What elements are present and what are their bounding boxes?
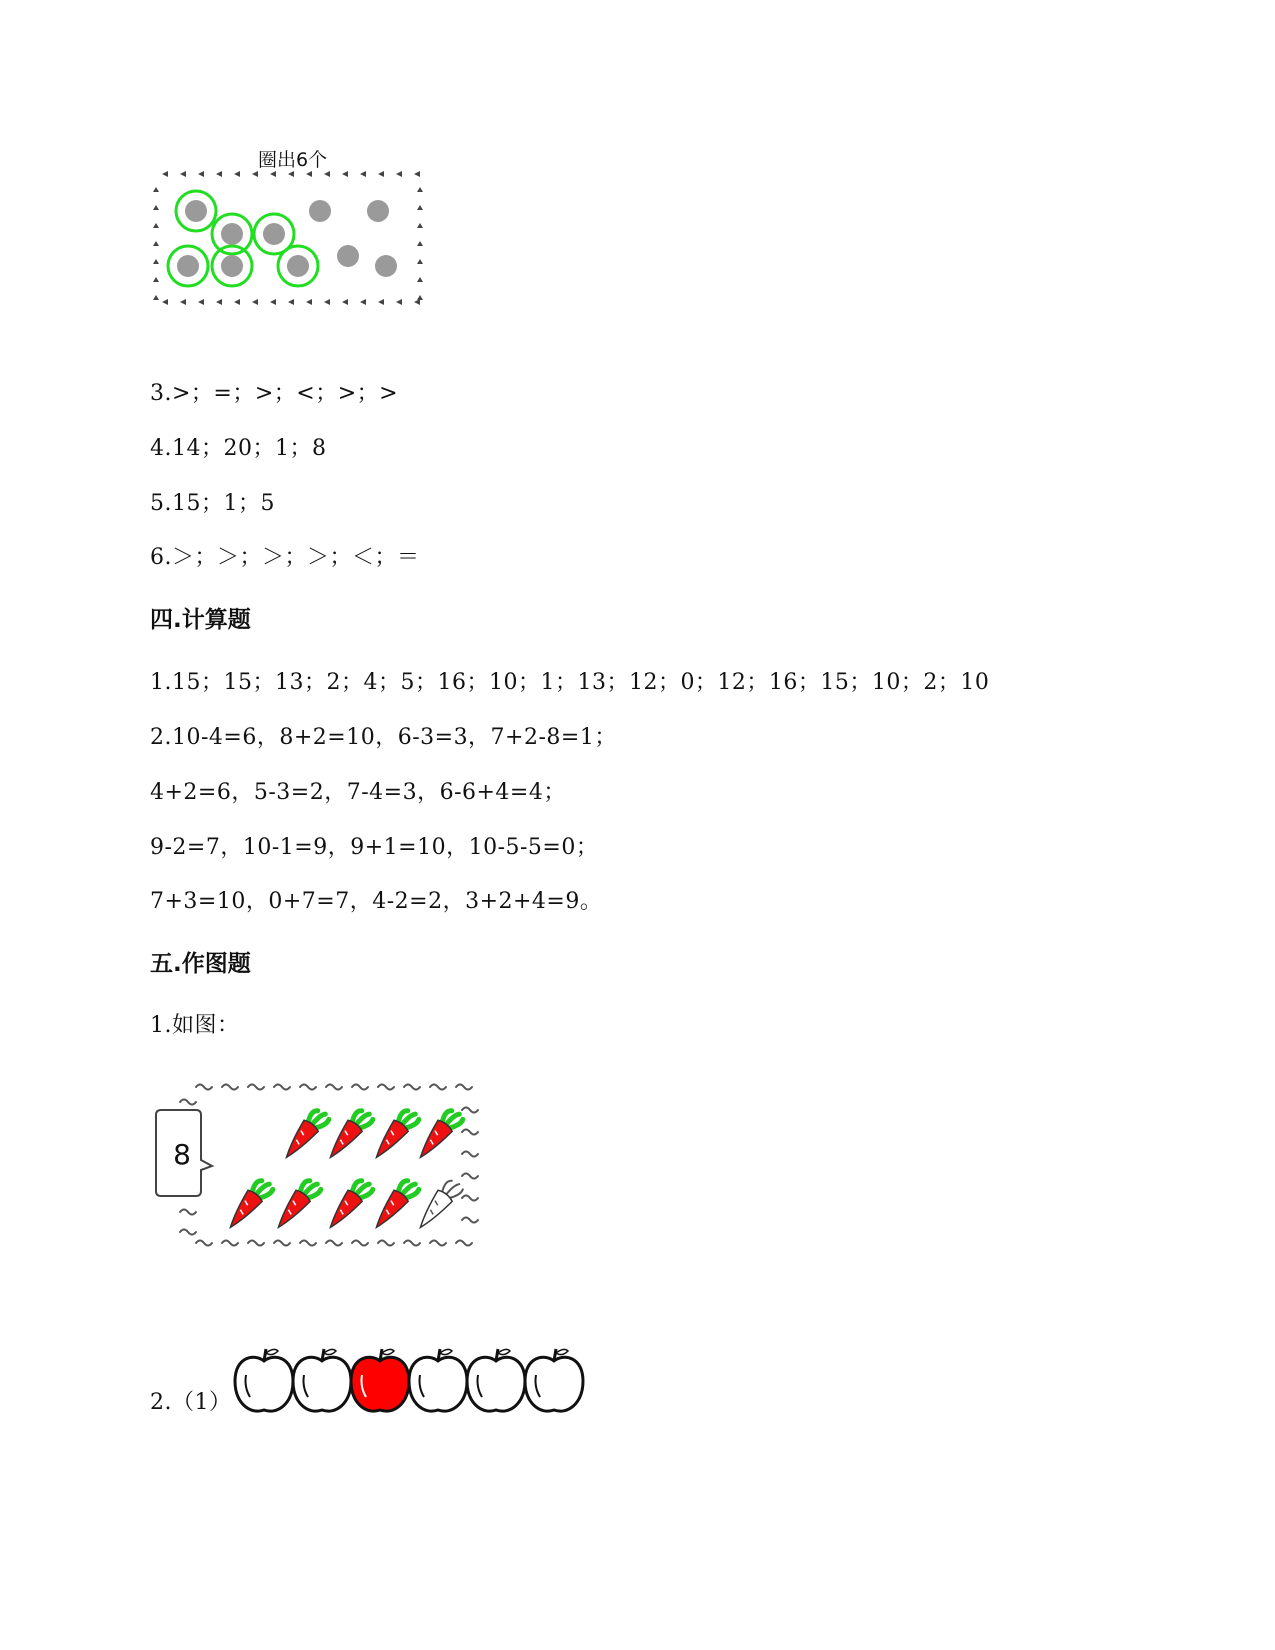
border-squiggle	[378, 1241, 394, 1246]
carrot-body	[369, 1189, 409, 1233]
border-squiggle	[300, 1241, 316, 1246]
border-marker	[153, 187, 159, 192]
border-squiggle	[326, 1241, 342, 1246]
border-squiggle	[352, 1241, 368, 1246]
border-marker	[198, 171, 204, 177]
apple-icon	[409, 1349, 467, 1411]
carrot-icon	[413, 1176, 464, 1234]
carrot-body	[413, 1119, 453, 1163]
carrot-figure	[150, 1070, 490, 1270]
border-marker	[252, 171, 258, 177]
border-marker	[162, 299, 168, 305]
border-squiggle	[248, 1241, 264, 1246]
dot	[337, 245, 359, 267]
border-squiggle	[274, 1241, 290, 1246]
carrot-icon	[323, 1176, 374, 1234]
border-squiggle	[180, 1210, 196, 1215]
border-marker	[417, 259, 423, 264]
border-marker	[162, 171, 168, 177]
border-marker	[180, 171, 186, 177]
apple-body	[525, 1357, 583, 1411]
border-marker	[234, 171, 240, 177]
carrot-body	[271, 1189, 311, 1233]
border-marker	[306, 299, 312, 305]
border-squiggle	[180, 1100, 196, 1105]
border-squiggle	[352, 1085, 368, 1090]
border-squiggle	[462, 1152, 478, 1157]
border-squiggle	[404, 1241, 420, 1246]
drawing-item-2-label: 2.（1）	[150, 1390, 232, 1415]
border-squiggle	[462, 1218, 478, 1223]
apple-stem	[380, 1349, 382, 1361]
apple-leaf	[382, 1349, 394, 1354]
apple-body	[351, 1357, 409, 1411]
border-squiggle	[462, 1174, 478, 1179]
border-marker	[288, 299, 294, 305]
border-squiggle	[196, 1241, 212, 1246]
apple-leaf	[498, 1349, 510, 1354]
circle-six-figure	[150, 145, 440, 320]
border-marker	[216, 299, 222, 305]
dot	[309, 200, 331, 222]
speech-bubble-number: 8	[173, 1138, 191, 1171]
apple-stem	[496, 1349, 498, 1361]
border-marker	[378, 171, 384, 177]
apple-icon	[525, 1349, 583, 1411]
answer-line-4: 4.14；20；1；8	[150, 436, 327, 461]
dots-diagram	[150, 145, 440, 320]
carrot-body	[223, 1189, 263, 1233]
apple-icon	[351, 1349, 409, 1411]
border-marker	[324, 299, 330, 305]
border-squiggle	[196, 1085, 212, 1090]
carrot-icon	[413, 1106, 464, 1164]
border-squiggle	[248, 1085, 264, 1090]
border-marker	[417, 187, 423, 192]
border-marker	[396, 299, 402, 305]
apple-leaf	[324, 1349, 336, 1354]
border-marker	[378, 299, 384, 305]
calc-line-3: 4+2=6，5-3=2，7-4=3，6-6+4=4；	[150, 780, 566, 805]
carrot-body	[323, 1189, 363, 1233]
apple-stem	[438, 1349, 440, 1361]
carrot-icon	[369, 1176, 420, 1234]
border-squiggle	[462, 1130, 478, 1135]
apple-leaf	[266, 1349, 278, 1354]
border-marker	[324, 171, 330, 177]
carrot-diagram	[150, 1070, 490, 1270]
apple-leaf	[556, 1349, 568, 1354]
border-marker	[180, 299, 186, 305]
border-marker	[153, 205, 159, 210]
carrot-body	[323, 1119, 363, 1163]
apple-icon	[467, 1349, 525, 1411]
border-marker	[153, 295, 159, 300]
border-marker	[396, 171, 402, 177]
figure-caption: 圈出6个	[258, 149, 328, 171]
border-marker	[342, 299, 348, 305]
border-marker	[417, 295, 423, 300]
carrot-icon	[323, 1106, 374, 1164]
border-squiggle	[326, 1085, 342, 1090]
apple-icon	[235, 1349, 293, 1411]
border-marker	[306, 171, 312, 177]
border-squiggle	[180, 1230, 196, 1235]
border-marker	[360, 299, 366, 305]
border-marker	[216, 171, 222, 177]
carrot-icon	[279, 1106, 330, 1164]
dot	[221, 255, 243, 277]
calc-line-1: 1.15；15；13；2；4；5；16；10；1；13；12；0；12；16；15；10；2；10	[150, 670, 990, 695]
apple-row	[232, 1335, 602, 1420]
carrot-body	[369, 1119, 409, 1163]
dot	[185, 200, 207, 222]
calc-line-4: 9-2=7，10-1=9，9+1=10，10-5-5=0；	[150, 835, 599, 860]
border-marker	[288, 171, 294, 177]
border-squiggle	[300, 1085, 316, 1090]
answer-line-6: 6.＞；＞；＞；＞；＜；＝	[150, 545, 420, 570]
drawing-item-1-label: 1.如图：	[150, 1013, 240, 1038]
section-five-title: 五.作图题	[150, 951, 251, 977]
border-squiggle	[378, 1085, 394, 1090]
border-marker	[417, 241, 423, 246]
border-marker	[153, 241, 159, 246]
dot	[367, 200, 389, 222]
border-marker	[153, 277, 159, 282]
border-marker	[342, 171, 348, 177]
border-squiggle	[462, 1196, 478, 1201]
answer-line-3: 3.>；=；>；<；>；>	[150, 381, 399, 406]
apple-stem	[554, 1349, 556, 1361]
dot	[263, 223, 285, 245]
section-four-title: 四.计算题	[150, 607, 251, 633]
border-marker	[417, 223, 423, 228]
apple-body	[467, 1357, 525, 1411]
border-squiggle	[222, 1241, 238, 1246]
border-squiggle	[456, 1241, 472, 1246]
apple-stem	[322, 1349, 324, 1361]
border-marker	[414, 171, 420, 177]
apple-leaf	[440, 1349, 452, 1354]
apple-body	[235, 1357, 293, 1411]
border-marker	[270, 171, 276, 177]
dot	[221, 223, 243, 245]
apple-icon	[293, 1349, 351, 1411]
apple-stem	[264, 1349, 266, 1361]
dot	[177, 255, 199, 277]
border-marker	[198, 299, 204, 305]
border-marker	[417, 205, 423, 210]
border-squiggle	[222, 1085, 238, 1090]
calc-line-2: 2.10-4=6，8+2=10，6-3=3，7+2-8=1；	[150, 725, 617, 750]
border-marker	[153, 259, 159, 264]
carrot-icon	[223, 1176, 274, 1234]
apple-body	[409, 1357, 467, 1411]
wavy-border	[180, 1085, 478, 1246]
border-squiggle	[462, 1108, 478, 1113]
apple-body	[293, 1357, 351, 1411]
dot	[287, 255, 309, 277]
border-marker	[270, 299, 276, 305]
border-marker	[417, 277, 423, 282]
carrot-body	[413, 1189, 453, 1233]
border-marker	[234, 299, 240, 305]
carrot-icon	[369, 1106, 420, 1164]
border-squiggle	[456, 1085, 472, 1090]
border-squiggle	[430, 1241, 446, 1246]
border-squiggle	[404, 1085, 420, 1090]
border-marker	[252, 299, 258, 305]
carrot-body	[279, 1119, 319, 1163]
border-marker	[360, 171, 366, 177]
answer-line-5: 5.15；1；5	[150, 491, 275, 516]
carrot-icon	[271, 1176, 322, 1234]
dot	[375, 255, 397, 277]
border-squiggle	[430, 1085, 446, 1090]
calc-line-5: 7+3=10，0+7=7，4-2=2，3+2+4=9。	[150, 889, 603, 914]
border-marker	[153, 223, 159, 228]
border-squiggle	[274, 1085, 290, 1090]
